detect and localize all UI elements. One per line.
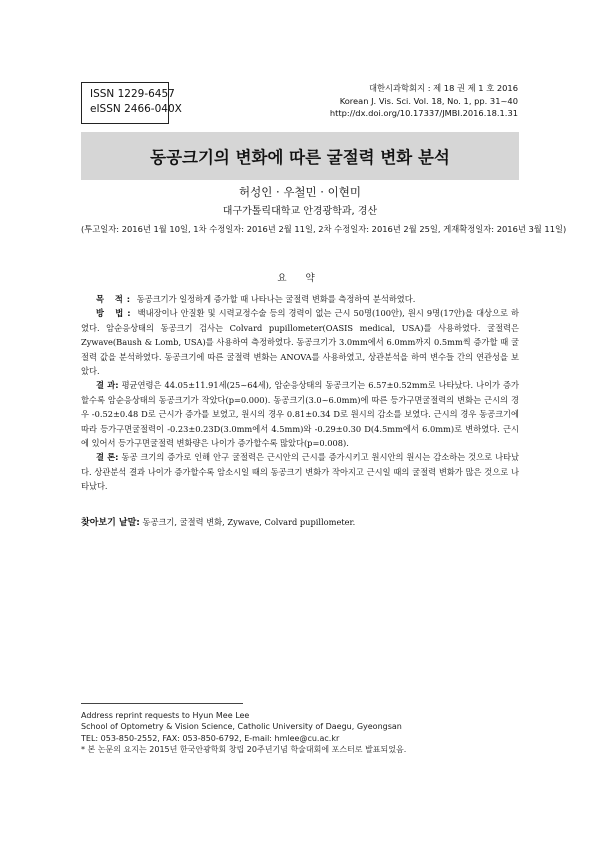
submission-dates: (투고일자: 2016년 1월 10일, 1차 수정일자: 2016년 2월 11일, 2차 수정일자: 2016년 2월 25일, 게재확정일자: 2016년 3월 11일): [81, 224, 567, 234]
results-label: 결 과:: [96, 380, 119, 391]
abstract-body: [81, 292, 519, 494]
authors: 허성인 · 우철민 · 이현미: [239, 185, 361, 199]
purpose-label: 목 적:: [96, 294, 135, 304]
abstract-methods: [81, 306, 519, 378]
journal-info: [330, 82, 518, 120]
journal-doi: http://dx.doi.org/10.17337/JMBI.2016.18.1.31: [329, 108, 518, 118]
methods-label: 방 법:: [96, 308, 135, 319]
issn-box: [81, 82, 182, 124]
issn-print: ISSN 1229-6457: [90, 88, 175, 100]
footnote-rule: [81, 703, 243, 704]
affiliation: 대구가톨릭대학교 안경광학과, 경산: [222, 206, 378, 217]
conclusion-text: 동공 크기의 증가로 인해 안구 굴절력은 근시안의 근시를 증가시키고 원시안의 원시는 감소하는 것으로 나타났다. 상관분석 결과 나이가 증가할수록 암소시일 때의 동공크기 변화가 작아지고 근시일 때의 굴절력 변화가 많은 것으로 나타났다.: [81, 452, 519, 492]
abstract-conclusion: [81, 450, 519, 493]
footnote: [81, 710, 406, 755]
keywords-label: 찾아보기 낱말:: [81, 518, 140, 528]
methods-text: 백내장이나 안질환 및 시력교정수술 등의 경력이 없는 근시 50명(100안), 원시 9명(17안)을 대상으로 하였다. 암순응상태의 동공크기 검사는 Colvard pupillometer(OASIS medical, USA)를 사용하였다. 굴절력은 Zywave(Baush & Lomb, USA)를 사용하여 측정하였다. 동공크기가 3.0mm에서 6.0mm까지 0.5mm씩 증가할 때 굴절력 값을 분석하였다. 동공크기에 따른 굴절력 변화는 ANOVA를 사용하였고, 상관분석을 하여 변수들 간의 연관성을 보았다.: [81, 308, 519, 377]
results-text: 평균연령은 44.05±11.91세(25~64세), 암순응상태의 동공크기는 6.57±0.52mm로 나타났다. 나이가 증가할수록 암순응상태의 동공크기가 작았다(p=0.000). 동공크기(3.0~6.0mm)에 따른 등가구면굴절력의 변화는 근시의 경우 -0.52±0.48 D로 근시가 증가를 보였고, 원시의 경우 0.81±0.34 D로 원시의 감소를 보였다. 근시의 경우 동공크기에 따라 등가구면굴절력이 -0.23±0.23D(3.0mm에서 4.5mm)와 -0.29±0.30 D(4.5mm에서 6.0mm)로 변하였다. 근시에 있어서 등가구면굴절력 변화량은 나이가 증가할수록 많았다(p=0.008).: [81, 380, 519, 449]
journal-english: Korean J. Vis. Sci. Vol. 18, No. 1, pp. 31~40: [339, 95, 518, 106]
footnote-school: School of Optometry & Vision Science, Catholic University of Daegu, Gyeongsan: [81, 722, 402, 732]
footnote-address: Address reprint requests to Hyun Mee Lee: [81, 711, 250, 720]
purpose-text: 동공크기가 일정하게 증가할 때 나타나는 굴절력 변화를 측정하여 분석하였다.: [134, 294, 416, 304]
keywords: [81, 515, 519, 528]
abstract-heading: 요 약: [277, 273, 323, 284]
paper-title: 동공크기의 변화에 따른 굴절력 변화 분석: [150, 148, 450, 167]
conclusion-label: 결 론:: [96, 452, 119, 463]
journal-korean: 대한시과학회지 : 제 18 권 제 1 호 2016: [368, 83, 518, 93]
issn-electronic: eISSN 2466-040X: [90, 103, 182, 115]
keywords-text: 동공크기, 굴절력 변화, Zywave, Colvard pupillometer.: [139, 517, 356, 527]
footnote-contact: TEL: 053-850-2552, FAX: 053-850-6792, E-mail: hmlee@cu.ac.kr: [81, 733, 340, 743]
abstract-purpose: [81, 292, 519, 306]
footnote-note: * 본 논문의 요지는 2015년 한국안광학회 창립 20주년기념 학술대회에 포스터로 발표되었음.: [81, 744, 407, 754]
abstract-results: [81, 378, 519, 450]
